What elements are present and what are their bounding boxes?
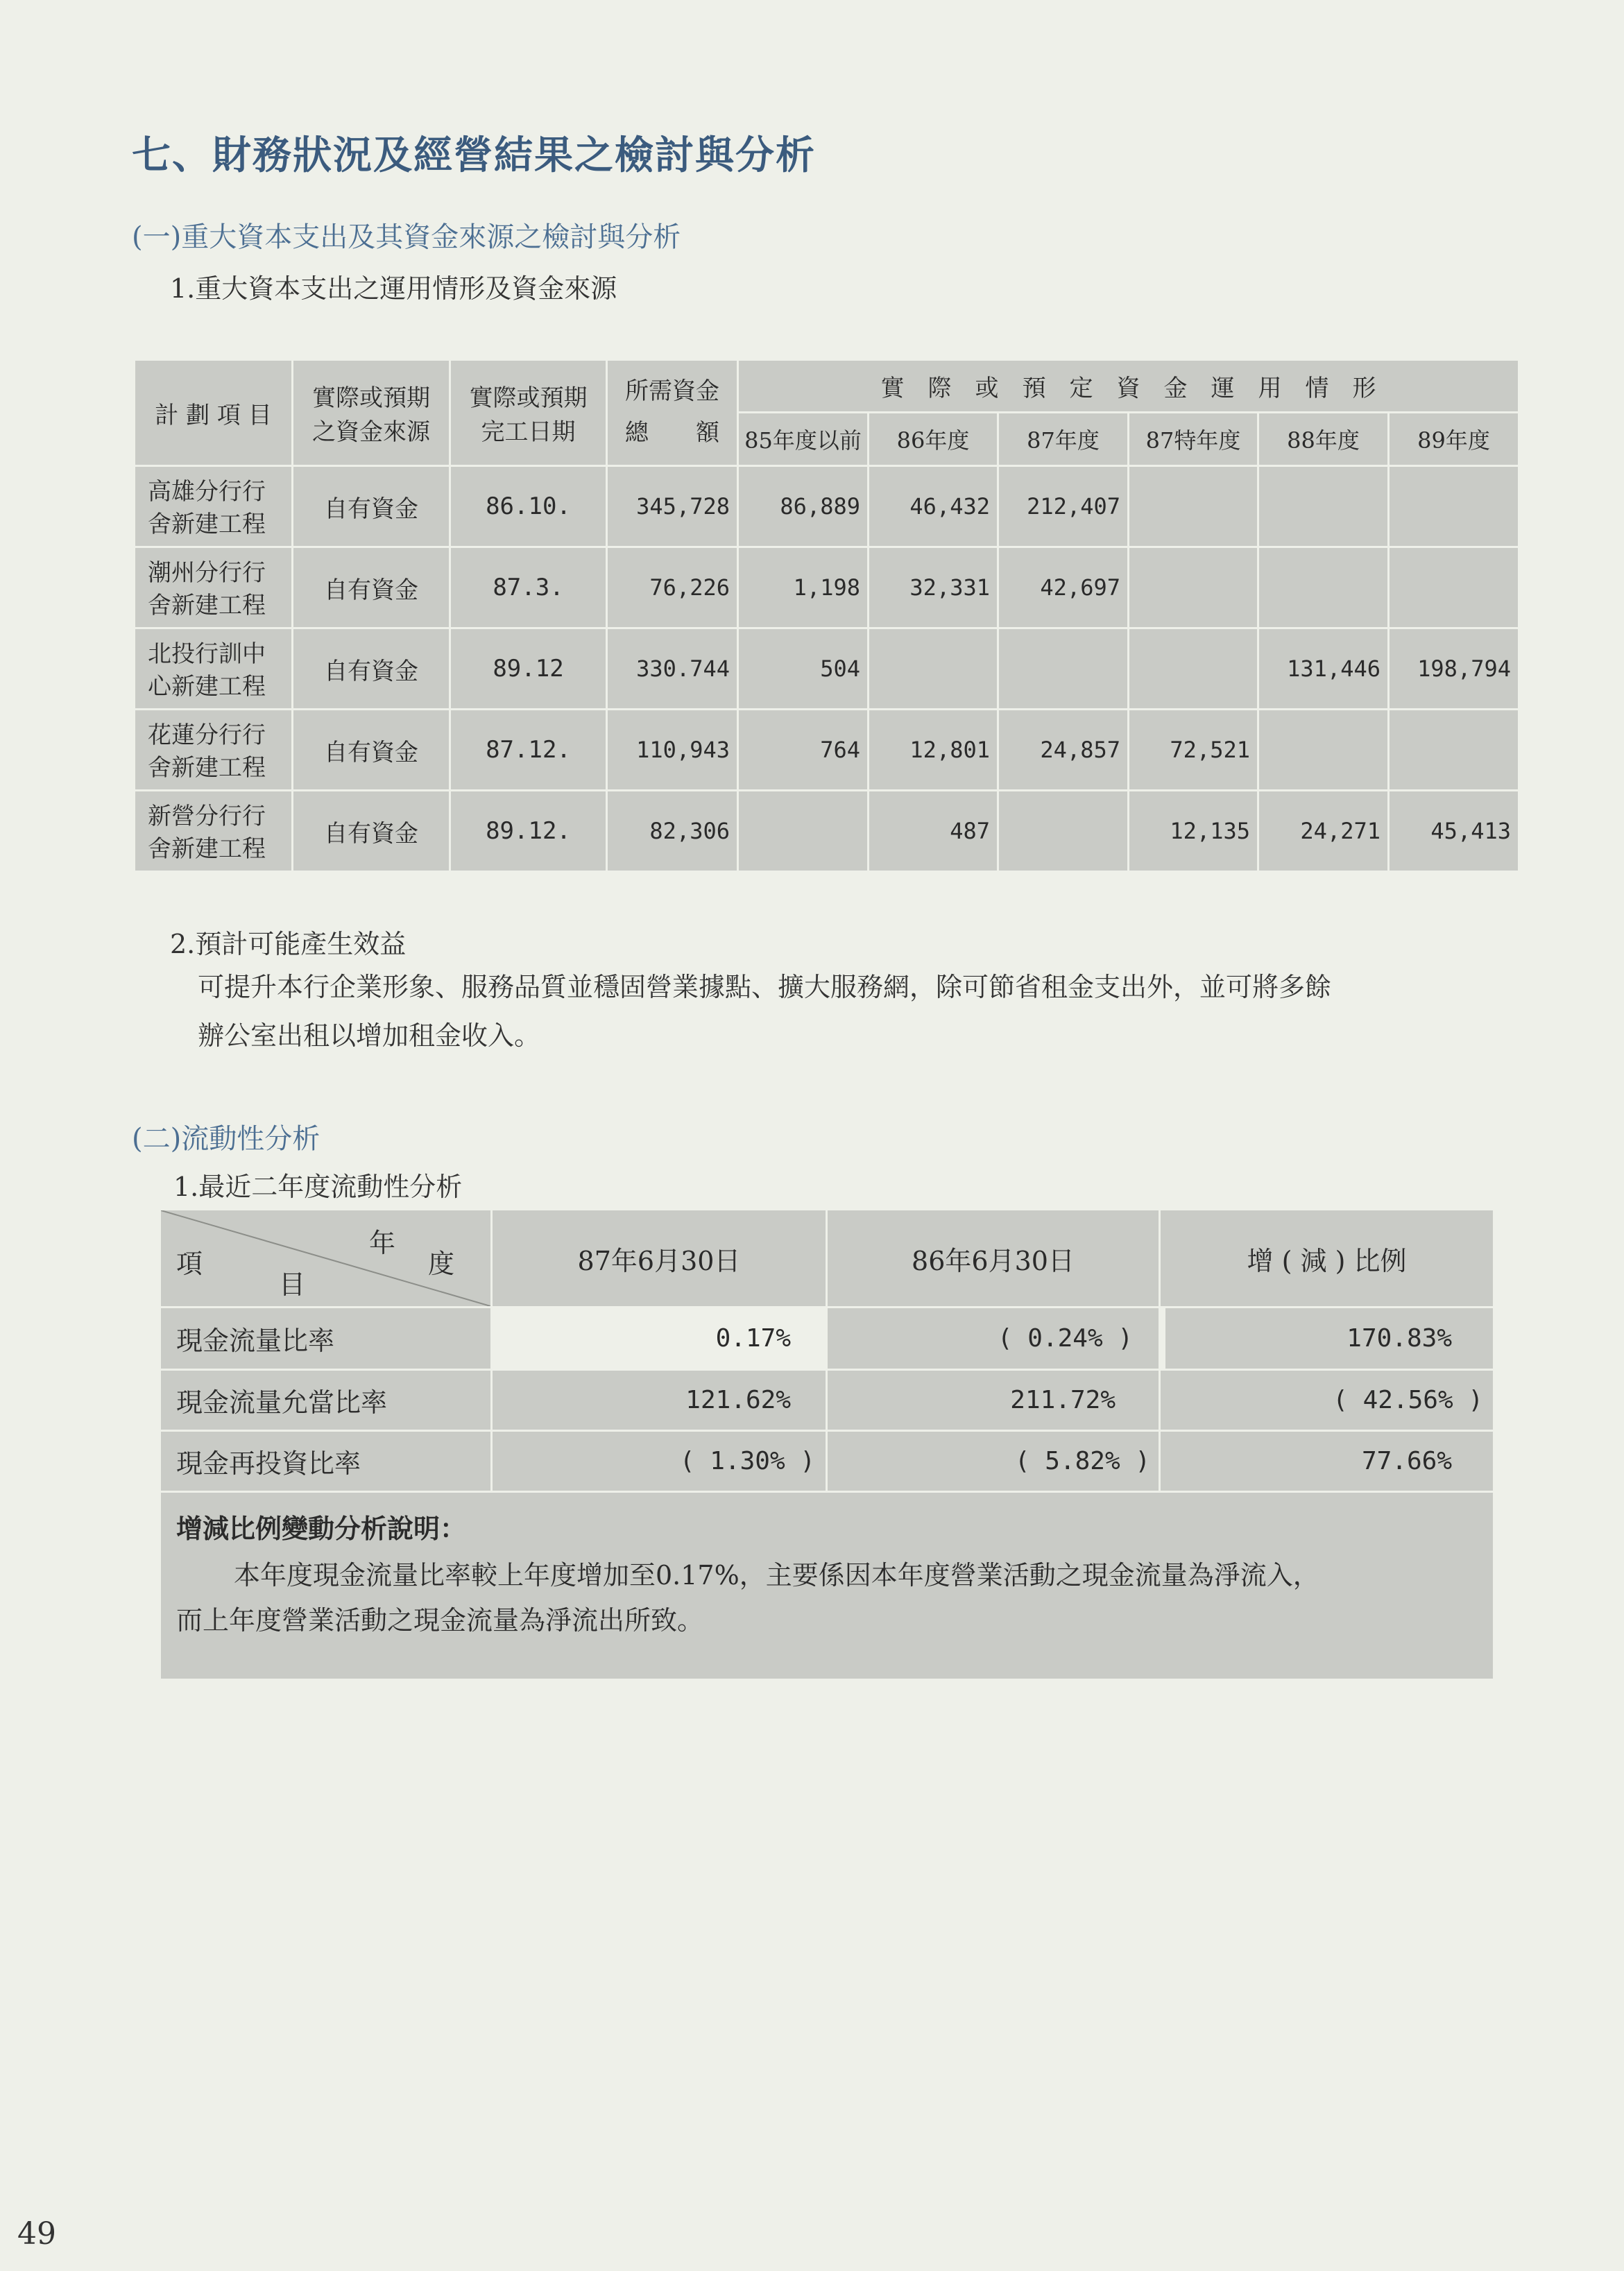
header-year-86: 86年度 — [896, 427, 970, 454]
row5-total: 82,306 — [649, 818, 730, 844]
row3-date: 89.12 — [493, 655, 564, 683]
row2-name-a: 潮州分行行 — [148, 558, 266, 587]
header-year-85: 85年度以前 — [744, 427, 862, 454]
row4-y86: 12,801 — [909, 737, 990, 763]
header-completion: 實際或預期完工日期 — [469, 384, 588, 446]
row4-date: 87.12. — [486, 736, 571, 764]
liq-row1-v2: ( 0.24% ) — [997, 1324, 1133, 1353]
row4-y85: 764 — [820, 737, 860, 763]
page-heading: 七、財務狀況及經營結果之檢討與分析 — [132, 133, 816, 178]
section1-sub2: 2.預計可能產生效益 — [170, 929, 407, 959]
row3-y89: 198,794 — [1417, 655, 1511, 682]
row4-source: 自有資金 — [324, 738, 418, 766]
row3-y88: 131,446 — [1287, 655, 1381, 682]
liquidity-table — [161, 1210, 1493, 1679]
row2-y85: 1,198 — [793, 574, 860, 601]
liq-row2-label: 現金流量允當比率 — [176, 1387, 388, 1418]
liq-row2-v2: 211.72% — [1010, 1386, 1116, 1414]
row5-y87s: 12,135 — [1170, 818, 1250, 844]
header-year-88: 88年度 — [1287, 427, 1360, 454]
section1-sub1: 1.重大資本支出之運用情形及資金來源 — [170, 273, 617, 304]
row2-total: 76,226 — [649, 574, 730, 601]
header-project: 計 劃 項 目 — [155, 401, 272, 429]
row2-name-b: 舍新建工程 — [148, 591, 266, 619]
row5-name-b: 舍新建工程 — [148, 834, 266, 863]
row2-y87: 42,697 — [1040, 574, 1120, 601]
row2-source: 自有資金 — [324, 576, 418, 604]
row4-y87s: 72,521 — [1170, 737, 1250, 763]
row5-y89: 45,413 — [1430, 818, 1511, 844]
row1-name-b: 舍新建工程 — [148, 510, 266, 538]
row3-name-b: 心新建工程 — [148, 672, 266, 701]
row1-source: 自有資金 — [324, 495, 418, 523]
row4-total: 110,943 — [636, 737, 730, 763]
liq-row2-v1: 121.62% — [685, 1386, 791, 1414]
header-usage: 實 際 或 預 定 資 金 運 用 情 形 — [880, 375, 1376, 402]
row5-source: 自有資金 — [324, 819, 418, 848]
row2-y86: 32,331 — [909, 574, 990, 601]
row4-y87: 24,857 — [1040, 737, 1120, 763]
section2-sub1: 1.最近二年度流動性分析 — [173, 1172, 463, 1202]
header-year-87: 87年度 — [1027, 427, 1100, 454]
corner-top-b: 度 — [428, 1248, 455, 1279]
row3-source: 自有資金 — [324, 657, 418, 685]
col-change: 增 ( 減 ) 比例 — [1247, 1245, 1407, 1276]
note-line1: 本年度現金流量比率較上年度增加至0.17%，主要係因本年度營業活動之現金流量為淨流入， — [234, 1560, 1319, 1591]
section1-title: (一)重大資本支出及其資金來源之檢討與分析 — [132, 221, 681, 253]
note-title: 增減比例變動分析說明： — [176, 1512, 467, 1544]
row3-y85: 504 — [820, 655, 860, 682]
row5-date: 89.12. — [486, 817, 571, 845]
row1-name-a: 高雄分行行 — [148, 477, 266, 506]
header-year-89: 89年度 — [1417, 427, 1490, 454]
row2-date: 87.3. — [493, 574, 564, 601]
section2-title: (二)流動性分析 — [132, 1123, 320, 1155]
liq-row3-v2: ( 5.82% ) — [1014, 1447, 1150, 1475]
liq-row3-v1: ( 1.30% ) — [679, 1447, 815, 1475]
row5-y86: 487 — [950, 818, 990, 844]
header-year-87s: 87特年度 — [1145, 427, 1241, 454]
corner-bottom-a: 項 — [176, 1248, 203, 1279]
row1-date: 86.10. — [486, 492, 571, 520]
header-total-a: 所需資金 — [625, 377, 719, 405]
row1-total: 345,728 — [636, 493, 730, 520]
page-number: 49 — [17, 2216, 56, 2252]
capex-table — [135, 361, 1518, 871]
row5-y88: 24,271 — [1300, 818, 1381, 844]
row3-name-a: 北投行訓中 — [148, 640, 266, 668]
note-line2: 而上年度營業活動之現金流量為淨流出所致。 — [176, 1605, 704, 1636]
row5-name-a: 新營分行行 — [148, 802, 266, 830]
row1-y87: 212,407 — [1027, 493, 1120, 520]
col-86: 86年6月30日 — [912, 1245, 1075, 1276]
col-87: 87年6月30日 — [577, 1245, 741, 1276]
corner-top-a: 年 — [369, 1227, 396, 1258]
row1-y85: 86,889 — [780, 493, 860, 520]
row1-y86: 46,432 — [909, 493, 990, 520]
header-source: 實際或預期之資金來源 — [312, 384, 430, 446]
liq-row3-label: 現金再投資比率 — [176, 1448, 361, 1479]
benefit-para-line2: 辦公室出租以增加租金收入。 — [198, 1020, 541, 1051]
liq-row3-v3: 77.66% — [1361, 1447, 1452, 1475]
liq-row1-label: 現金流量比率 — [176, 1326, 335, 1356]
benefit-para-line1: 可提升本行企業形象、服務品質並穩固營業據點、擴大服務網，除可節省租金支出外，並可將多餘 — [198, 972, 1332, 1002]
liq-row1-v1: 0.17% — [715, 1324, 791, 1353]
corner-bottom-b: 目 — [279, 1269, 306, 1300]
header-total-b: 總 額 — [625, 418, 719, 447]
row3-total: 330.744 — [636, 655, 730, 682]
row4-name-b: 舍新建工程 — [148, 753, 266, 782]
row4-name-a: 花蓮分行行 — [148, 721, 266, 749]
liq-row2-v3: ( 42.56% ) — [1333, 1386, 1483, 1414]
liq-row1-v3: 170.83% — [1347, 1324, 1452, 1353]
